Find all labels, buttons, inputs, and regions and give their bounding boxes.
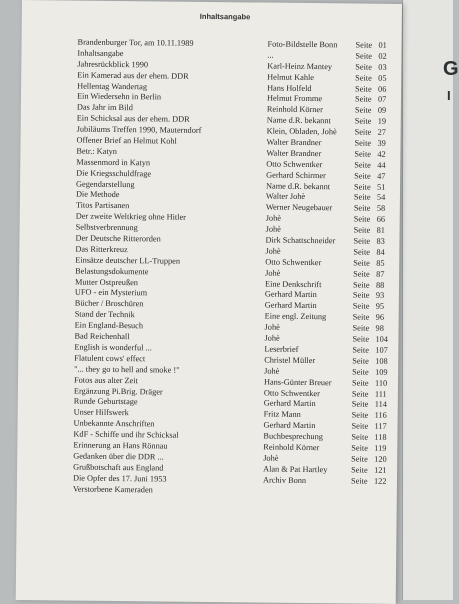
toc-entry-seite-label: Seite (351, 378, 369, 388)
toc-entry-page-number: 87 (376, 269, 385, 279)
toc-entry-page-number: 120 (374, 454, 387, 464)
toc-entry-author: Otto Schwentker (263, 388, 320, 398)
toc-entry-author: Johè (263, 453, 279, 463)
toc-entry-title: Die Kriegsschuldfrage (76, 168, 152, 179)
toc-entry-author: Johè (265, 224, 281, 234)
toc-entry-author: Gerhard Schirmer (266, 170, 326, 180)
toc-entry-title: Gegendarstellung (76, 179, 135, 189)
toc-entry-title: Runde Geburtstage (73, 396, 138, 407)
toc-entry-seite-label: Seite (354, 182, 371, 192)
toc-entry-title: Ein England-Besuch (74, 320, 144, 331)
toc-entry-page-number: 27 (377, 127, 386, 137)
toc-entry-page-number: 83 (376, 236, 385, 246)
toc-entry-seite-label: Seite (354, 105, 372, 116)
toc-entry-page-number: 104 (375, 334, 388, 344)
toc-entry-seite-label: Seite (354, 127, 372, 137)
toc-entry-page-number: 01 (378, 40, 387, 50)
toc-entry-page-number: 39 (377, 138, 386, 148)
toc-entry-page-number: 117 (374, 421, 387, 432)
toc-entry-page-number: 58 (376, 204, 386, 214)
toc-entry-title: Einsätze deutscher LL-Truppen (75, 255, 181, 266)
toc-entry-author: Dirk Schattschneider (265, 235, 336, 246)
toc-entry-seite-label: Seite (351, 443, 368, 453)
toc-entry-author: Otto Schwentker (266, 159, 323, 169)
facing-page-glyph-2: I (447, 88, 451, 103)
toc-entry-page-number: 84 (376, 247, 385, 257)
toc-row (73, 484, 393, 498)
toc-entry-seite-label: Seite (355, 51, 373, 61)
facing-page-glyph: G (443, 58, 459, 80)
toc-entry-seite-label: Seite (351, 432, 369, 442)
toc-entry-title: Jubiläums Treffen 1990, Mauterndorf (76, 124, 202, 136)
toc-entry-author: Leserbrief (264, 344, 299, 354)
toc-entry-seite-label: Seite (353, 258, 370, 268)
toc-entry-title: Der zweite Weltkrieg ohne Hitler (75, 211, 187, 222)
toc-entry-title: Gedanken über die DDR ... (73, 451, 164, 462)
toc-entry-page-number: 118 (374, 432, 387, 442)
toc-entry-title: Ein Schicksal aus der ehem. DDR (76, 113, 190, 124)
toc-entry-page-number: 110 (374, 378, 388, 388)
toc-entry-seite-label: Seite (352, 312, 370, 322)
toc-entry-title: Erinnerung an Hans Rönnau (73, 440, 168, 451)
toc-entry-seite-label: Seite (353, 192, 371, 203)
toc-entry-seite-label: Seite (355, 73, 372, 83)
toc-entry-author: Walter Johè (265, 192, 306, 202)
toc-entry-author: Buchbesprechung (263, 431, 323, 442)
toc-entry-seite-label: Seite (354, 160, 371, 170)
toc-entry-page-number: 42 (377, 149, 386, 159)
toc-entry-author: Johè (265, 268, 281, 278)
toc-entry-author: Johè (265, 213, 281, 223)
toc-entry-page-number: 107 (375, 345, 388, 355)
toc-entry-author: Eine engl. Zeitung (264, 311, 327, 322)
toc-entry-page-number: 93 (375, 291, 385, 301)
toc-entry-author: Gerhard Martin (264, 300, 317, 311)
toc-entry-title: Bücher / Broschüren (74, 298, 144, 309)
toc-entry-title: Der Deutsche Ritterorden (75, 233, 161, 244)
toc-entry-title: Titos Partisanen (75, 200, 130, 211)
toc-entry-seite-label: Seite (354, 138, 372, 148)
toc-entry-page-number: 03 (378, 62, 387, 72)
toc-entry-author: Alan & Pat Hartley (263, 464, 328, 474)
toc-entry-seite-label: Seite (353, 247, 371, 257)
toc-entry-page-number: 09 (377, 106, 387, 116)
toc-entry-seite-label: Seite (352, 345, 369, 355)
toc-entry-author: Name d.R. bekannt (266, 115, 331, 126)
toc-entry-seite-label: Seite (351, 410, 369, 420)
toc-entry-seite-label: Seite (353, 225, 371, 235)
toc-entry-title: Inhaltsangabe (77, 48, 124, 58)
toc-entry-title: Fotos aus alter Zeit (73, 375, 138, 385)
toc-entry-author: Archiv Bonn (262, 475, 307, 485)
toc-entry-author: Klein, Obladen, Johè (266, 126, 337, 137)
facing-page (402, 0, 459, 600)
toc-entry-author: Reinhold Körner (263, 442, 320, 453)
toc-entry-title: Offener Brief an Helmut Kohl (76, 135, 177, 146)
toc-entry-author: Johè (264, 366, 280, 376)
toc-entry-page-number: 02 (378, 51, 387, 61)
toc-entry-title: Unser Hilfswerk (73, 407, 129, 418)
toc-entry-seite-label: Seite (354, 116, 372, 126)
toc-entry-page-number: 95 (375, 302, 385, 312)
toc-entry-title: Bad Reichenhall (74, 331, 130, 342)
toc-entry-author: Walter Brandner (266, 148, 322, 159)
toc-entry-seite-label: Seite (355, 40, 373, 50)
toc-entry-page-number: 66 (376, 214, 386, 225)
toc-entry-title: Massenmord in Katyn (76, 157, 151, 168)
toc-entry-seite-label: Seite (352, 356, 369, 366)
toc-entry-author: Helmut Kahle (267, 72, 315, 82)
toc-entry-page-number: 109 (375, 367, 388, 377)
toc-entry-page-number: 06 (378, 84, 387, 94)
toc-entry-author: Name d.R. bekannt (266, 181, 331, 191)
toc-entry-title: Ergänzung Pi.Brig. Dräger (73, 386, 163, 396)
toc-entry-page-number: 114 (374, 400, 387, 410)
toc-entry-author: Johè (265, 246, 281, 256)
toc-entry-page-number: 81 (376, 225, 385, 235)
toc-entry-seite-label: Seite (353, 236, 371, 246)
toc-entry-page-number: 116 (374, 410, 387, 421)
toc-entry-author: Walter Brandner (266, 137, 322, 148)
table-of-contents (73, 38, 398, 499)
toc-entry-author: Reinhold Körner (266, 104, 323, 115)
toc-entry-page-number: 98 (375, 323, 384, 333)
toc-entry-page-number: 44 (377, 160, 386, 170)
toc-entry-seite-label: Seite (352, 301, 370, 312)
book-page (16, 0, 402, 604)
toc-entry-title: Ein Kamerad aus der ehem. DDR (77, 70, 189, 81)
toc-entry-page-number: 05 (378, 73, 387, 83)
toc-entry-seite-label: Seite (353, 214, 371, 224)
toc-entry-page-number: 51 (377, 182, 386, 192)
toc-entry-author: Eine Denkschrift (264, 279, 322, 289)
toc-entry-page-number: 108 (375, 356, 388, 366)
toc-entry-title: Hellentag Wandertag (77, 81, 148, 91)
toc-entry-seite-label: Seite (351, 454, 368, 464)
toc-entry-title: Betr.: Katyn (76, 146, 118, 156)
toc-entry-author: Hans-Günter Breuer (263, 377, 332, 387)
toc-entry-page-number: 07 (377, 95, 387, 105)
toc-entry-title: Selbstverbrennung (75, 222, 138, 233)
toc-entry-title: English is wonderful ... (74, 342, 152, 353)
page-title: Inhaltsangabe (199, 11, 251, 22)
toc-entry-title: Die Methode (75, 190, 120, 200)
toc-entry-title: Jahresrückblick 1990 (77, 59, 149, 70)
toc-entry-page-number: 85 (376, 258, 385, 268)
toc-entry-seite-label: Seite (351, 388, 369, 399)
toc-entry-page-number: 54 (376, 193, 386, 203)
toc-entry-seite-label: Seite (354, 171, 371, 181)
toc-entry-title: UFO - ein Mysterium (74, 288, 148, 298)
toc-entry-seite-label: Seite (353, 269, 370, 279)
toc-entry-title: Verstorbene Kameraden (72, 484, 153, 494)
toc-entry-seite-label: Seite (355, 84, 372, 94)
toc-entry-author: Hans Holfeld (267, 83, 312, 93)
toc-entry-author: Johè (264, 322, 280, 332)
toc-entry-author: Foto-Bildstelle Bonn (267, 39, 338, 50)
toc-entry-page-number: 111 (374, 389, 387, 399)
toc-entry-seite-label: Seite (354, 149, 372, 159)
toc-entry-title: KdF - Schiffe und ihr Schicksal (73, 429, 179, 440)
toc-entry-seite-label: Seite (351, 399, 369, 410)
toc-entry-seite-label: Seite (352, 323, 370, 333)
toc-entry-seite-label: Seite (352, 334, 370, 344)
toc-entry-author: ... (267, 50, 274, 60)
toc-entry-author: Werner Neugebauer (265, 202, 333, 213)
toc-entry-seite-label: Seite (354, 94, 372, 105)
toc-entry-author: Gerhard Martin (264, 290, 317, 300)
toc-entry-seite-label: Seite (351, 421, 369, 431)
toc-entry-title: "... they go to hell and smoke !" (74, 364, 180, 375)
toc-entry-author: Helmut Fromme (266, 94, 323, 104)
toc-entry-title: Ein Wiedersehn in Berlin (76, 92, 162, 102)
toc-entry-page-number: 19 (377, 116, 387, 127)
toc-entry-seite-label: Seite (352, 280, 370, 290)
toc-entry-seite-label: Seite (355, 62, 372, 72)
toc-entry-title: Unbekannte Anschriften (73, 418, 155, 429)
toc-entry-page-number: 122 (373, 476, 387, 486)
toc-entry-title: Das Ritterkreuz (75, 244, 128, 255)
toc-entry-page-number: 47 (377, 171, 386, 181)
toc-entry-title: Mutter Ostpreußen (75, 277, 139, 287)
toc-entry-seite-label: Seite (353, 203, 371, 214)
toc-entry-seite-label: Seite (350, 476, 368, 486)
toc-entry-author: Karl-Heinz Mantey (267, 61, 333, 72)
toc-entry-author: Gerhard Martin (263, 420, 316, 431)
toc-entry-title: Stand der Technik (74, 309, 135, 320)
toc-entry-title: Grußbotschaft aus England (73, 462, 164, 473)
toc-entry-author: Otto Schwentker (265, 257, 322, 267)
toc-entry-page-number: 88 (375, 280, 385, 290)
toc-entry-title: Flatulent cows' effect (74, 353, 146, 364)
toc-entry-author: Christel Müller (264, 355, 316, 365)
toc-entry-seite-label: Seite (352, 367, 369, 377)
toc-entry-page-number: 121 (374, 465, 387, 475)
toc-entry-seite-label: Seite (351, 465, 368, 475)
toc-entry-title: Brandenburger Tor, am 10.11.1989 (77, 37, 194, 48)
toc-entry-seite-label: Seite (352, 290, 370, 301)
toc-entry-author: Gerhard Martin (263, 398, 316, 409)
toc-entry-author: Johè (264, 333, 280, 343)
toc-entry-page-number: 119 (374, 443, 387, 453)
toc-entry-title: Die Opfer des 17. Juni 1953 (72, 473, 167, 484)
toc-entry-author: Fritz Mann (263, 409, 301, 420)
toc-entry-title: Belastungsdokumente (75, 266, 149, 277)
toc-entry-page-number: 96 (375, 312, 385, 323)
toc-entry-title: Das Jahr im Bild (76, 102, 133, 113)
